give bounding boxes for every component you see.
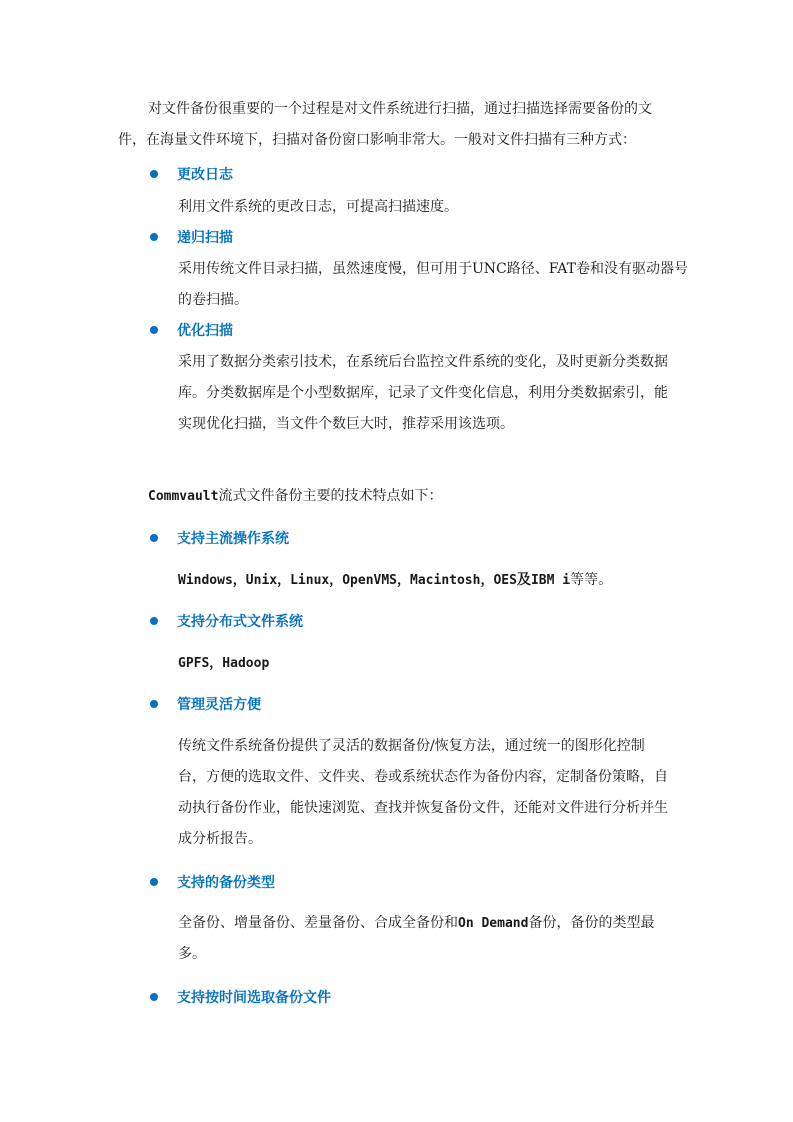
- os-list-tail: 等等。: [570, 572, 613, 588]
- bullet-body: [178, 192, 678, 223]
- body-line: [178, 908, 678, 939]
- bullet-title: 支持按时间选取备份文件: [177, 990, 331, 1006]
- body-line: 实现优化扫描，当文件个数巨大时，推荐采用该选项。: [178, 416, 514, 432]
- intro-line-2: 件，在海量文件环境下，扫描对备份窗口影响非常大。一般对文件扫描有三种方式：: [118, 132, 636, 148]
- body-line: 动执行备份作业，能快速浏览、查找并恢复备份文件，还能对文件进行分析并生: [178, 800, 668, 816]
- bullet-time-selection: [150, 986, 331, 1008]
- bullet-flexible-management: [150, 693, 261, 715]
- bullet-title: 递归扫描: [177, 230, 233, 246]
- bullet-body: [178, 731, 678, 855]
- bullet-mainstream-os: [150, 527, 289, 549]
- bullet-dot-icon: [150, 993, 158, 1001]
- bullet-body: [178, 347, 678, 440]
- body-line: 传统文件系统备份提供了灵活的数据备份/恢复方法，通过统一的图形化控制: [178, 738, 645, 754]
- intro-line-1: 对文件备份很重要的一个过程是对文件系统进行扫描，通过扫描选择需要备份的文: [148, 101, 652, 117]
- os-list-and: 及: [516, 572, 531, 588]
- bullet-recursive-scan: [150, 226, 233, 248]
- bullet-optimized-scan: [150, 319, 233, 341]
- bullet-change-log: [150, 163, 233, 185]
- os-list-part1: Windows，Unix，Linux，OpenVMS，Macintosh，OES: [178, 573, 517, 588]
- body-line: 台，方便的选取文件、文件夹、卷或系统状态作为备份内容，定制备份策略，自: [178, 769, 668, 785]
- bullet-dot-icon: [150, 617, 158, 625]
- bullet-body: [178, 254, 688, 316]
- body-line: 采用了数据分类索引技术，在系统后台监控文件系统的变化，及时更新分类数据: [178, 354, 668, 370]
- bullet-dot-icon: [150, 170, 158, 178]
- bullet-title: 支持主流操作系统: [177, 531, 289, 547]
- body-line: 多。: [178, 946, 206, 962]
- os-list-part2: IBM i: [530, 573, 571, 588]
- fs-list: GPFS，Hadoop: [178, 656, 270, 671]
- body-line: 的卷扫描。: [178, 292, 248, 308]
- bullet-title: 支持的备份类型: [177, 875, 275, 891]
- bullet-title: 优化扫描: [177, 323, 233, 339]
- bullet-title: 更改日志: [177, 167, 233, 183]
- bullet-body: [178, 648, 678, 679]
- backup-types-post: 备份，备份的类型最: [528, 915, 655, 931]
- body-line: 采用传统文件目录扫描，虽然速度慢，但可用于UNC路径、FAT卷和没有驱动器号: [178, 261, 688, 277]
- bullet-body: [178, 565, 678, 596]
- bullet-title: 管理灵活方便: [177, 697, 261, 713]
- bullet-dot-icon: [150, 534, 158, 542]
- body-line: 成分析报告。: [178, 831, 262, 847]
- bullet-distributed-fs: [150, 610, 303, 632]
- bullet-dot-icon: [150, 700, 158, 708]
- intro-paragraph: [118, 94, 674, 156]
- backup-types-pre: 全备份、增量备份、差量备份、合成全备份和: [178, 915, 458, 931]
- brand-name: Commvault: [148, 489, 219, 504]
- body-line: 库。分类数据库是个小型数据库，记录了文件变化信息，利用分类数据索引，能: [178, 385, 668, 401]
- body-line: 利用文件系统的更改日志，可提高扫描速度。: [178, 199, 458, 215]
- backup-types-code: On Demand: [458, 916, 529, 931]
- bullet-dot-icon: [150, 326, 158, 334]
- features-intro-text: 流式文件备份主要的技术特点如下：: [218, 488, 443, 504]
- os-list-line: [178, 565, 678, 596]
- bullet-title: 支持分布式文件系统: [177, 614, 303, 630]
- bullet-body: [178, 908, 678, 970]
- bullet-dot-icon: [150, 878, 158, 886]
- bullet-dot-icon: [150, 233, 158, 241]
- features-intro: [148, 485, 442, 505]
- bullet-backup-types: [150, 871, 275, 893]
